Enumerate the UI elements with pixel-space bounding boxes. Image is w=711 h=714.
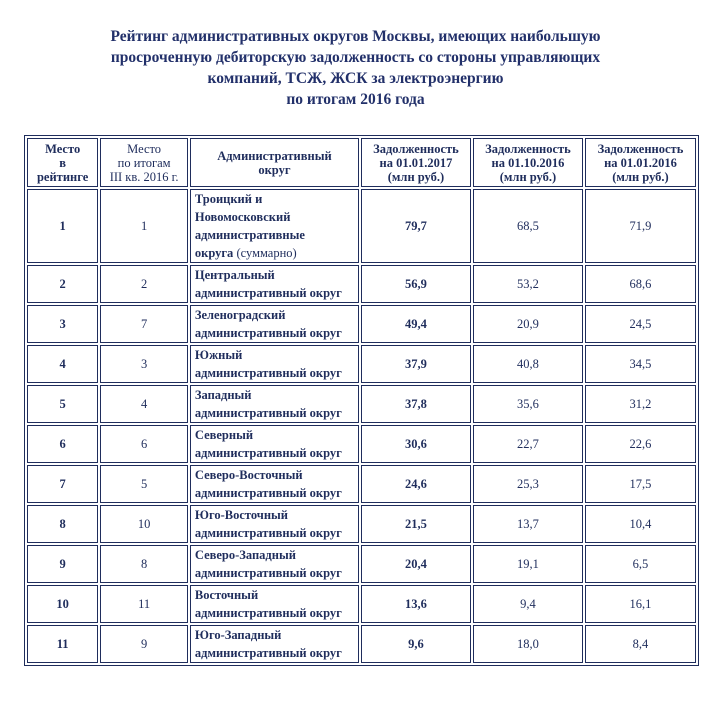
header-line: по итогам xyxy=(117,155,171,170)
rank-cell: 3 xyxy=(27,305,98,343)
district-name-line: административный округ xyxy=(194,406,342,420)
table-row xyxy=(27,305,696,343)
prev-rank-cell: 11 xyxy=(100,585,188,623)
debt-2017-01-cell: 37,9 xyxy=(361,345,471,383)
district-name-line: Северо-Восточный xyxy=(194,468,303,482)
district-name-line: Северный xyxy=(194,428,254,442)
header-district xyxy=(190,138,359,187)
debt-2017-01-cell: 56,9 xyxy=(361,265,471,303)
header-line: Задолженность xyxy=(373,141,459,156)
prev-rank-cell: 2 xyxy=(100,265,188,303)
debt-2016-01-cell: 17,5 xyxy=(585,465,696,503)
debt-2016-01-cell: 68,6 xyxy=(585,265,696,303)
table-row xyxy=(27,265,696,303)
header-line: Задолженность xyxy=(485,141,571,156)
district-name-line: административный округ xyxy=(194,566,342,580)
header-line: III кв. 2016 г. xyxy=(109,169,179,184)
debt-2016-01-cell: 71,9 xyxy=(585,189,696,263)
district-cell xyxy=(190,545,359,583)
district-cell xyxy=(190,585,359,623)
prev-rank-cell: 4 xyxy=(100,385,188,423)
table-row xyxy=(27,625,696,663)
debt-2016-01-cell: 8,4 xyxy=(585,625,696,663)
header-prev-rank xyxy=(100,138,188,187)
debt-2016-01-cell: 6,5 xyxy=(585,545,696,583)
header-line: (млн руб.) xyxy=(387,169,445,184)
header-debt-2017-01 xyxy=(361,138,471,187)
debt-2016-10-cell: 18,0 xyxy=(473,625,583,663)
header-rank xyxy=(27,138,98,187)
table-row xyxy=(27,465,696,503)
table-row xyxy=(27,385,696,423)
header-line: Административный xyxy=(217,148,332,163)
prev-rank-cell: 3 xyxy=(100,345,188,383)
district-name-line: Юго-Западный xyxy=(194,628,282,642)
rank-cell: 9 xyxy=(27,545,98,583)
district-cell xyxy=(190,505,359,543)
debt-2016-10-cell: 25,3 xyxy=(473,465,583,503)
prev-rank-cell: 6 xyxy=(100,425,188,463)
header-line: на 01.01.2017 xyxy=(379,155,453,170)
debt-2016-10-cell: 53,2 xyxy=(473,265,583,303)
debt-2016-10-cell: 22,7 xyxy=(473,425,583,463)
debt-2017-01-cell: 79,7 xyxy=(361,189,471,263)
district-name-line: административный округ xyxy=(194,366,342,380)
district-name-line: Южный xyxy=(194,348,243,362)
document-title xyxy=(0,26,711,110)
header-line: на 01.10.2016 xyxy=(491,155,565,170)
title-line: по итогам 2016 года xyxy=(286,91,425,108)
debt-2016-01-cell: 31,2 xyxy=(585,385,696,423)
debt-2017-01-cell: 9,6 xyxy=(361,625,471,663)
district-cell xyxy=(190,385,359,423)
district-name-line: Западный xyxy=(194,388,252,402)
table-row xyxy=(27,345,696,383)
district-name-line: Восточный xyxy=(194,588,259,602)
debt-2016-01-cell: 16,1 xyxy=(585,585,696,623)
prev-rank-cell: 5 xyxy=(100,465,188,503)
debt-2017-01-cell: 37,8 xyxy=(361,385,471,423)
header-line: на 01.01.2016 xyxy=(604,155,677,170)
rank-cell: 5 xyxy=(27,385,98,423)
rank-cell: 11 xyxy=(27,625,98,663)
debt-2017-01-cell: 24,6 xyxy=(361,465,471,503)
rank-cell: 2 xyxy=(27,265,98,303)
debt-2016-01-cell: 24,5 xyxy=(585,305,696,343)
header-line: Место xyxy=(127,141,162,156)
district-cell xyxy=(190,465,359,503)
header-line: Задолженность xyxy=(597,141,684,156)
prev-rank-cell: 8 xyxy=(100,545,188,583)
district-name-line: Новомосковский xyxy=(194,210,291,224)
debt-2016-10-cell: 9,4 xyxy=(473,585,583,623)
prev-rank-cell: 1 xyxy=(100,189,188,263)
rank-cell: 6 xyxy=(27,425,98,463)
debt-2016-10-cell: 35,6 xyxy=(473,385,583,423)
header-debt-2016-10 xyxy=(473,138,583,187)
debt-2017-01-cell: 49,4 xyxy=(361,305,471,343)
district-name-line xyxy=(195,244,354,262)
table-row xyxy=(27,585,696,623)
district-name-line: административные xyxy=(194,228,305,242)
header-line: (млн руб.) xyxy=(499,169,557,184)
district-name-line: административный округ xyxy=(194,646,342,660)
header-line: в xyxy=(59,155,67,170)
debt-2016-10-cell: 19,1 xyxy=(473,545,583,583)
district-cell xyxy=(190,189,359,263)
debt-2017-01-cell: 20,4 xyxy=(361,545,471,583)
rating-table xyxy=(24,135,699,666)
district-cell xyxy=(190,425,359,463)
prev-rank-cell: 7 xyxy=(100,305,188,343)
header-debt-2016-01 xyxy=(585,138,696,187)
debt-2016-10-cell: 20,9 xyxy=(473,305,583,343)
district-name-line: административный округ xyxy=(194,606,342,620)
title-line: компаний, ТСЖ, ЖСК за электроэнергию xyxy=(207,70,504,87)
rank-cell: 10 xyxy=(27,585,98,623)
district-cell xyxy=(190,305,359,343)
rank-cell: 8 xyxy=(27,505,98,543)
district-name-line: Зеленоградский xyxy=(194,308,286,322)
rank-cell: 7 xyxy=(27,465,98,503)
debt-2017-01-cell: 21,5 xyxy=(361,505,471,543)
debt-2016-10-cell: 13,7 xyxy=(473,505,583,543)
rank-cell: 1 xyxy=(27,189,98,263)
district-name-line: Северо-Западный xyxy=(194,548,296,562)
header-line: Место xyxy=(45,141,81,156)
district-cell xyxy=(190,625,359,663)
district-name-line: административный округ xyxy=(194,526,342,540)
debt-2016-01-cell: 22,6 xyxy=(585,425,696,463)
debt-2016-10-cell: 68,5 xyxy=(473,189,583,263)
district-name-line: административный округ xyxy=(194,286,342,300)
district-name-line: Центральный xyxy=(194,268,275,282)
district-name-line: административный округ xyxy=(194,326,342,340)
district-name-line: Троицкий и xyxy=(194,192,263,206)
debt-2016-10-cell: 40,8 xyxy=(473,345,583,383)
table-row xyxy=(27,505,696,543)
title-line: просроченную дебиторскую задолженность со стороны управляющих xyxy=(110,49,601,66)
title-line: Рейтинг административных округов Москвы, имеющих наибольшую xyxy=(110,28,601,45)
header-line: (млн руб.) xyxy=(612,169,669,184)
header-line: округ xyxy=(258,162,291,177)
debt-2016-01-cell: 34,5 xyxy=(585,345,696,383)
header-line: рейтинге xyxy=(36,169,89,184)
district-cell xyxy=(190,345,359,383)
rank-cell: 4 xyxy=(27,345,98,383)
table-header-row xyxy=(27,138,696,187)
district-name-note: (суммарно) xyxy=(233,246,297,260)
district-name-line: административный округ xyxy=(194,486,342,500)
debt-2017-01-cell: 13,6 xyxy=(361,585,471,623)
prev-rank-cell: 9 xyxy=(100,625,188,663)
debt-2016-01-cell: 10,4 xyxy=(585,505,696,543)
district-cell xyxy=(190,265,359,303)
table-row xyxy=(27,189,696,263)
table-row xyxy=(27,545,696,583)
district-name-line: административный округ xyxy=(194,446,342,460)
district-name-line: Юго-Восточный xyxy=(194,508,288,522)
prev-rank-cell: 10 xyxy=(100,505,188,543)
table-row xyxy=(27,425,696,463)
district-name-text: округа xyxy=(194,246,234,260)
debt-2017-01-cell: 30,6 xyxy=(361,425,471,463)
